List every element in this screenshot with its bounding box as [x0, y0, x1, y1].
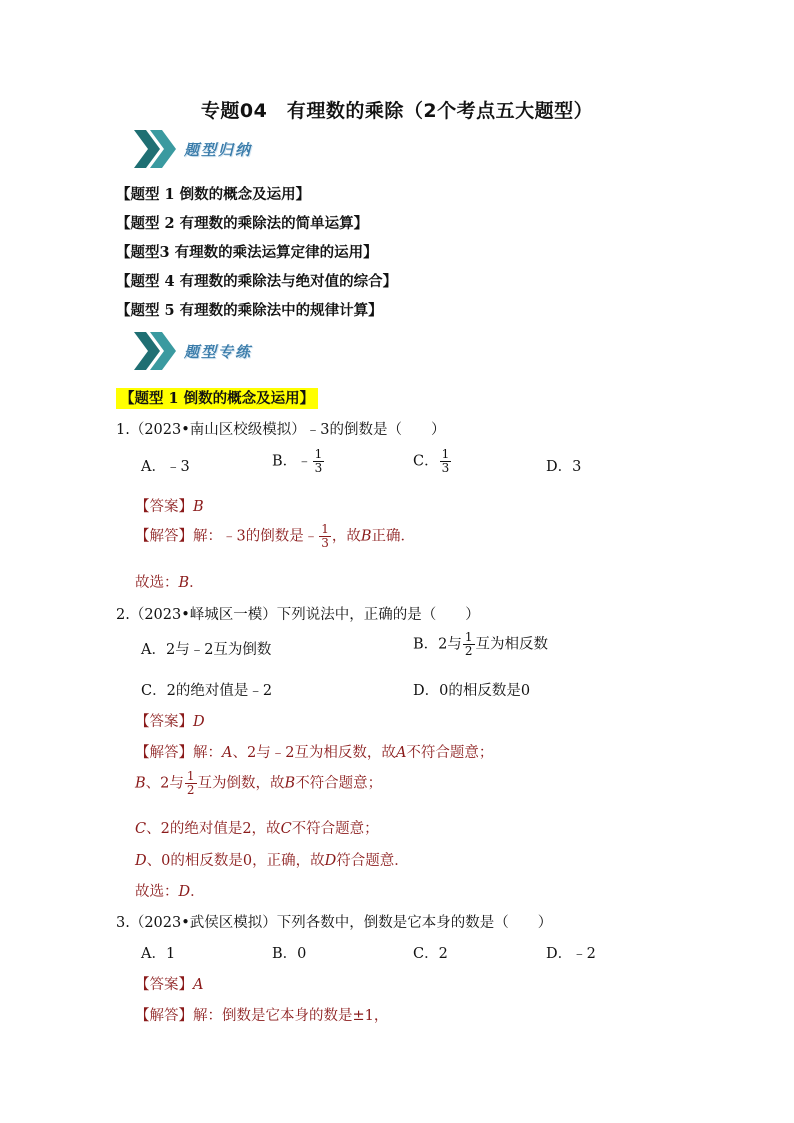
- answer-line: 【答案】B: [135, 499, 204, 515]
- option-c: C．2: [413, 946, 448, 962]
- option-a: A．2与﹣2互为倒数: [141, 642, 272, 658]
- option-d: D．3: [546, 459, 582, 475]
- option-d: D．0的相反数是0: [413, 683, 531, 699]
- solution-line: D、0的相反数是0，正确，故D符合题意．: [135, 853, 409, 869]
- double-chevron-icon: [132, 330, 182, 372]
- double-chevron-icon: [132, 128, 182, 170]
- option-c: C．2的绝对值是﹣2: [141, 683, 273, 699]
- option-d: D．﹣2: [546, 946, 596, 962]
- banner-question-types: [132, 128, 252, 170]
- option-b: B．2与 $\frac{1}{2}$ 互为相反数: [413, 630, 549, 658]
- option-a: A．1: [141, 946, 176, 962]
- option-b: B．0: [272, 946, 307, 962]
- category-item: 【题型 2 有理数的乘除法的简单运算】: [116, 215, 369, 232]
- solution-line: B、2与 $\frac{1}{2}$ 互为倒数，故B不符合题意；: [135, 769, 383, 797]
- solution-line: 【解答】解：A、2与﹣2互为相反数，故A不符合题意；: [135, 745, 494, 761]
- answer-line: 【答案】A: [135, 977, 204, 993]
- category-item: 【题型3 有理数的乘法运算定律的运用】: [116, 244, 378, 261]
- page-title: 专题04 有理数的乘除（2个考点五大题型）: [200, 100, 594, 122]
- question-stem: 2.（2023•峄城区一模）下列说法中，正确的是（ ）: [116, 607, 480, 623]
- option-b: B．﹣ $\frac{1}{3}$: [272, 447, 323, 475]
- category-item: 【题型 1 倒数的概念及运用】: [116, 186, 311, 203]
- question-stem: 3.（2023•武侯区模拟）下列各数中，倒数是它本身的数是（ ）: [116, 915, 553, 931]
- choose-line: 故选：D．: [135, 884, 205, 900]
- banner-label: 题型归纳: [184, 140, 253, 159]
- solution-line: 【解答】解：倒数是它本身的数是±1，: [135, 1008, 389, 1024]
- option-a: A．﹣3: [141, 459, 190, 475]
- banner-label: 题型专练: [184, 342, 253, 361]
- answer-line: 【答案】D: [135, 714, 205, 730]
- question-stem: 1.（2023•南山区校级模拟）﹣3的倒数是（ ）: [116, 422, 446, 438]
- category-item: 【题型 5 有理数的乘除法中的规律计算】: [116, 302, 383, 319]
- solution-line: C、2的绝对值是2，故C不符合题意；: [135, 821, 379, 837]
- highlighted-heading: 【题型 1 倒数的概念及运用】: [116, 388, 318, 409]
- category-item: 【题型 4 有理数的乘除法与绝对值的综合】: [116, 273, 398, 290]
- choose-line: 故选：B．: [135, 575, 204, 591]
- option-c: C． $\frac{1}{3}$: [413, 447, 450, 475]
- solution-line: 【解答】解：﹣3的倒数是﹣ $\frac{1}{3}$ ，故B正确．: [135, 522, 416, 550]
- section-heading: [116, 387, 318, 408]
- banner-practice: [132, 330, 252, 372]
